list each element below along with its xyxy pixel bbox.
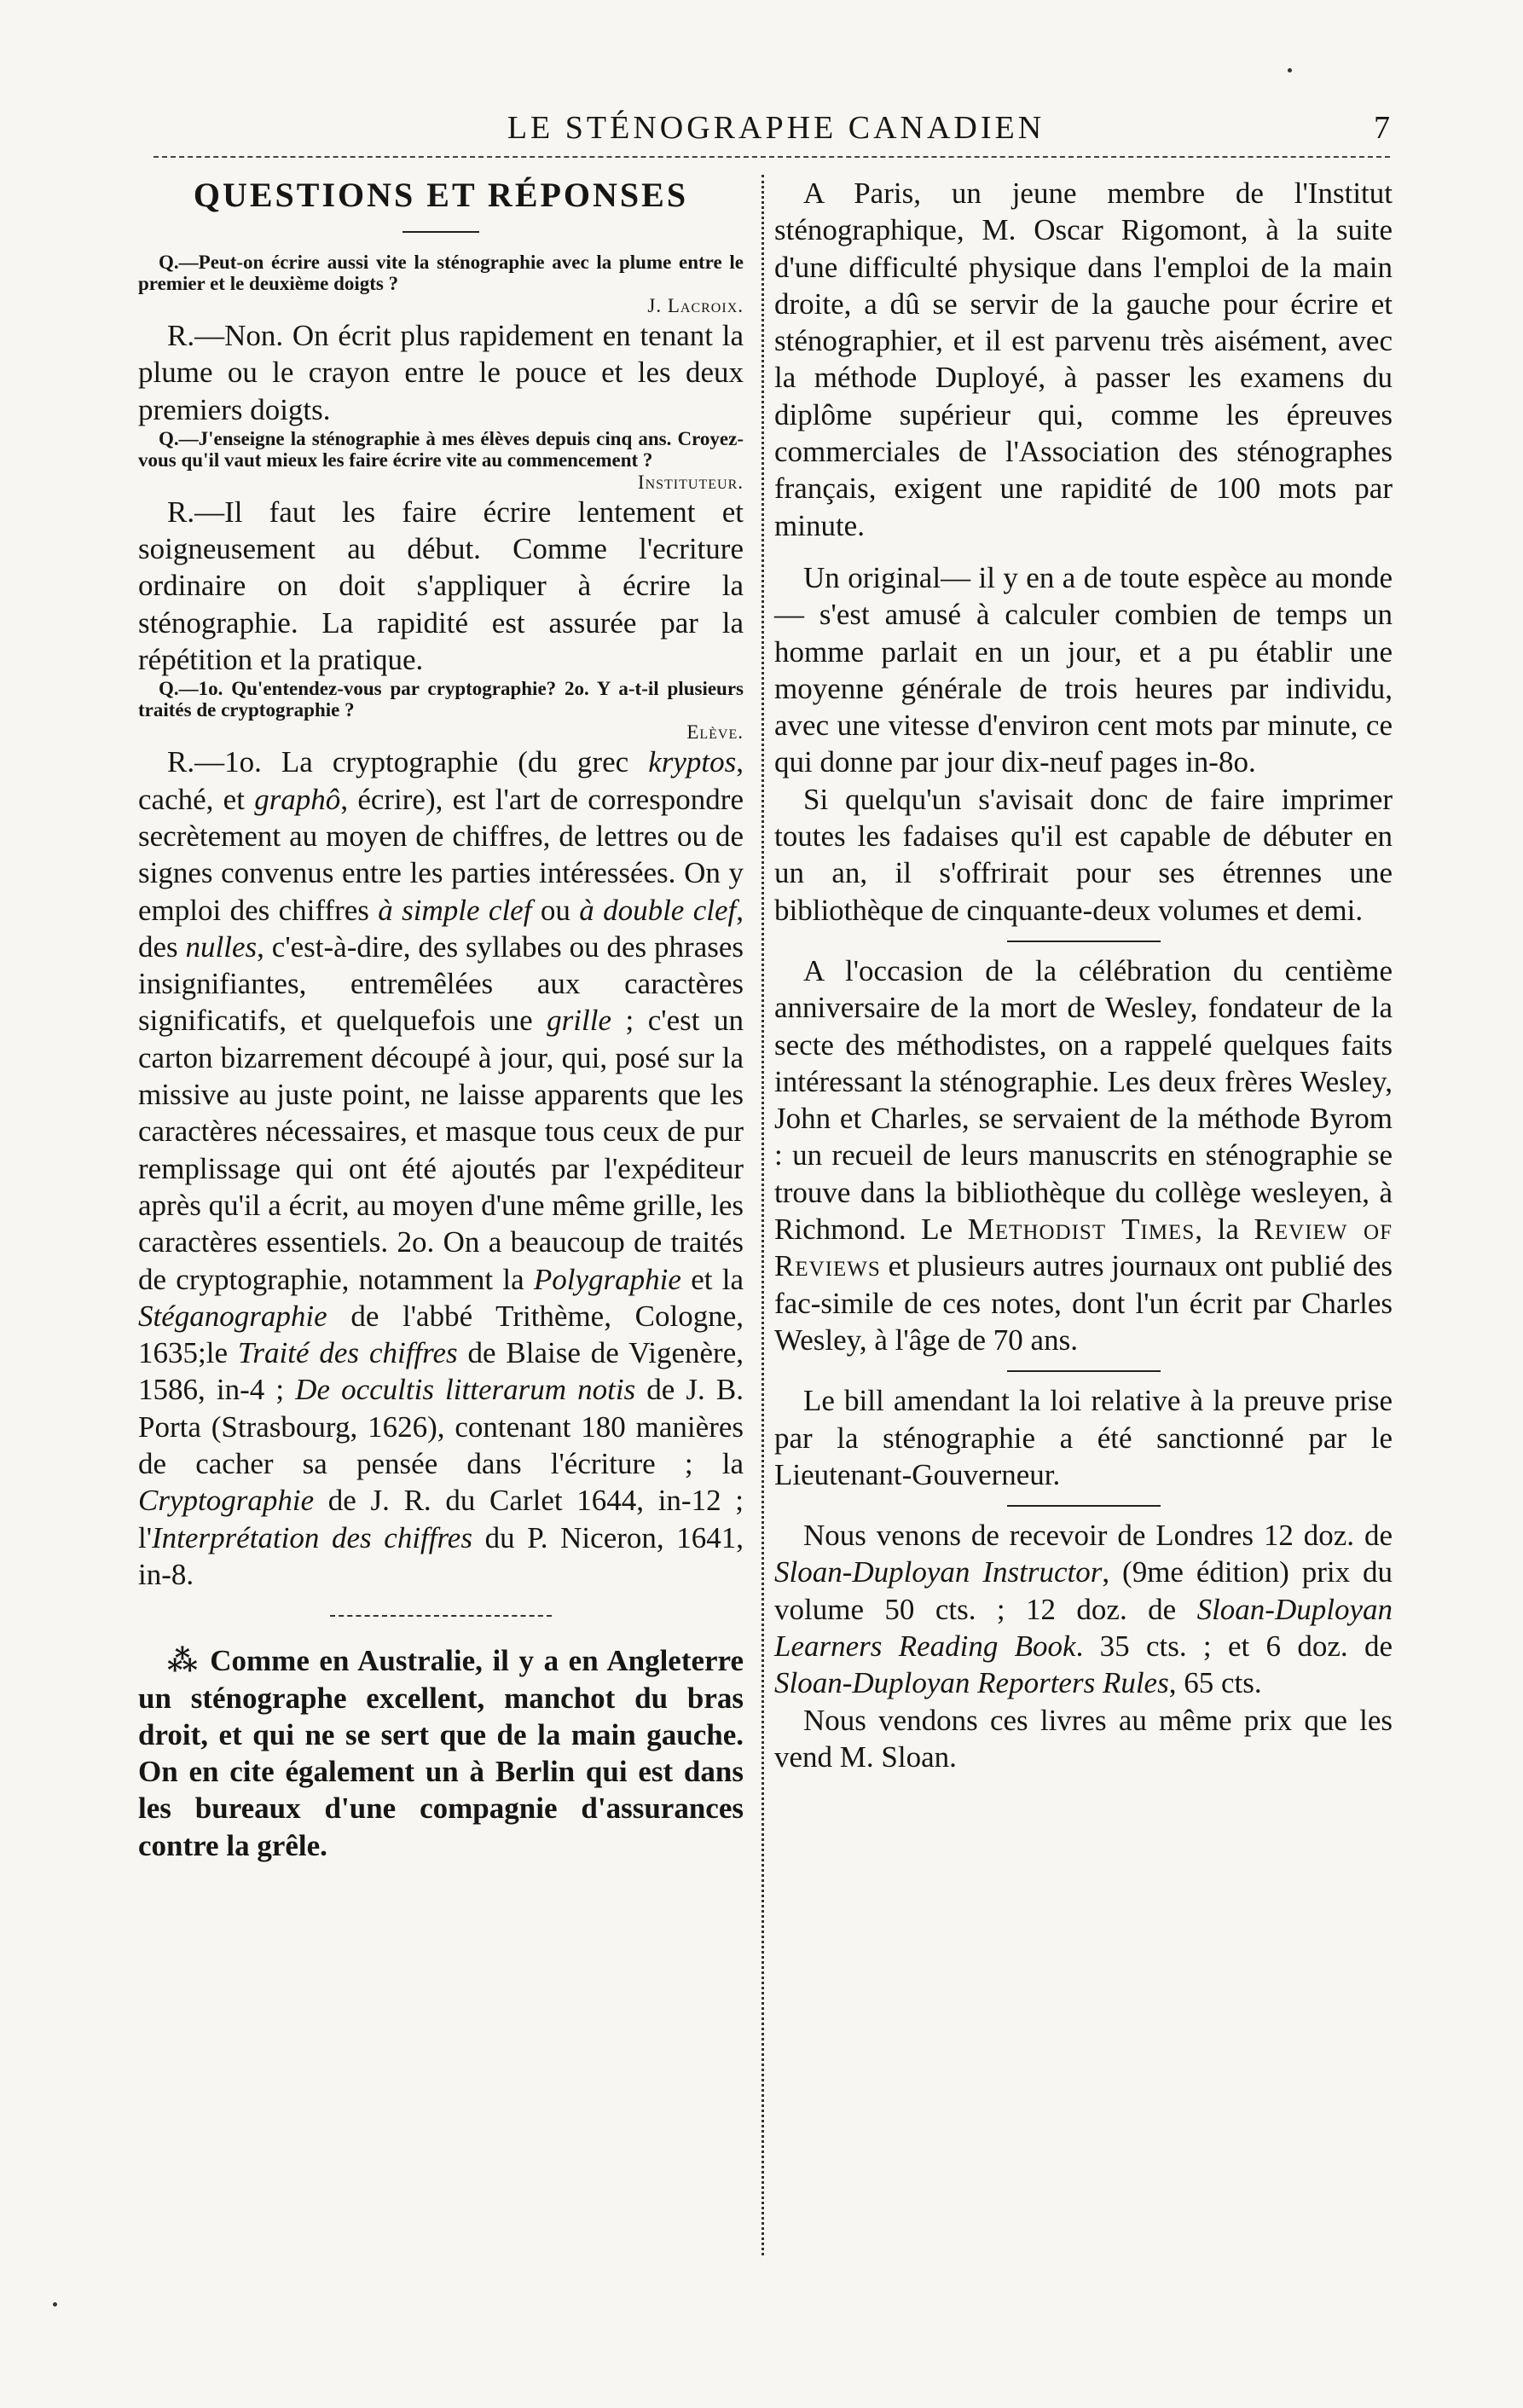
books-received-paragraph: Nous venons de recevoir de Londres 12 doz. de Sloan-Duployan Instructor, (9me édition) prix du volume 50 cts. ; 12 doz. de Sloan-Duployan Learners Reading Book. 35 cts. ; et 6 doz. de Sloan-Duployan Reporters Rules, 65 cts. <box>774 1519 1393 1700</box>
wesley-paragraph: A l'occasion de la célébration du centième anniversaire de la mort de Wesley, fondateur de la secte des méthodistes, on a rappelé quelques faits intéressant la sténographie. Les deux frères Wesley, John et Charles, se servaient de la méthode Byrom : un recueil de leurs manuscrits en sténographie se trouve dans la bibliothèque du collège wesleyen, à Richmond. Le Methodist Times, la Review of Reviews et plusieurs autres journaux ont publié des fac-simile de ces notes, dont l'un écrit par Charles Wesley, à l'âge de 70 ans. <box>774 953 1393 1357</box>
signature-3: Elève. <box>686 721 744 744</box>
question-3: Q.—1o. Qu'entendez-vous par cryptographie? 2o. Y a-t-il plusieurs traités de cryptographie ? <box>138 678 744 721</box>
running-header <box>153 109 1390 152</box>
column-divider <box>762 175 764 2255</box>
left-column <box>138 175 744 1864</box>
separator-rule-1 <box>1007 941 1161 942</box>
original-paragraph: Un original— il y en a de toute espèce au monde— s'est amusé à calculer combien de temps un homme parlait en un jour, et a pu établir une moyenne générale de trois heures par individu, avec une vitesse d'environ cent mots par minute, ce qui donne par jour dix-neuf pages in-8o. <box>774 560 1393 779</box>
answer-2: R.—Il faut les faire écrire lentement et soigneusement au début. Comme l'ecriture ordinaire on doit s'appliquer à écrire la sténographie. La rapidité est assurée par la répétition et la pratique. <box>138 495 744 677</box>
answer-3: R.—1o. La cryptographie (du grec kryptos, caché, et graphô, écrire), est l'art de correspondre secrètement au moyen de chiffres, de lettres ou de signes convenus entre les parties intéressées. On y emploi des chiffres à simple clef ou à double clef, des nulles, c'est-à-dire, des syllabes ou des phrases insignifiantes, entremêlées aux caractères significatifs, et quelquefois une grille ; c'est un carton bizarrement découpé à jour, qui, posé sur la missive au juste point, ne laisse apparents que les caractères nécessaires, et masque tous ceux de pur remplissage qui ont été ajoutés par l'expéditeur après qu'il a écrit, au moyen d'une même grille, les caractères essentiels. 2o. On a beaucoup de traités de cryptographie, notamment la Polygraphie et la Stéganographie de l'abbé Trithème, Cologne, 1635;le Traité des chiffres de Blaise de Vigenère, 1586, in-4 ; De occultis litterarum notis de J. B. Porta (Strasbourg, 1626), contenant 180 manières de cacher sa pensée dans l'écriture ; la Cryptographie de J. R. du Carlet 1644, in-12 ; l'Interprétation des chiffres du P. Niceron, 1641, in-8. <box>138 745 744 1591</box>
section-heading: QUESTIONS ET RÉPONSES <box>193 176 689 214</box>
journal-title: LE STÉNOGRAPHE CANADIEN <box>507 110 1045 146</box>
separator-rule-3 <box>1007 1505 1161 1507</box>
page-number: 7 <box>1374 110 1390 146</box>
section-separator <box>330 1615 552 1617</box>
stray-mark <box>1288 68 1292 72</box>
question-1: Q.—Peut-on écrire aussi vite la sténographie avec la plume entre le premier et le deuxième doigts ? <box>138 252 744 294</box>
separator-rule-2 <box>1007 1370 1161 1372</box>
books-price-paragraph: Nous vendons ces livres au même prix que les vend M. Sloan. <box>774 1703 1393 1774</box>
signature-2: Instituteur. <box>637 471 744 493</box>
fadaises-paragraph: Si quelqu'un s'avisait donc de faire imprimer toutes les fadaises qu'il est capable de débuter en un an, il s'offrirait pour ses étrennes une bibliothèque de cinquante-deux volumes et demi. <box>774 782 1393 927</box>
australia-paragraph: ⁂ Comme en Australie, il y a en Angleterre un sténographe excellent, manchot du bras droit, et qui ne se sert que de la main gauche. On en cite également un à Berlin qui est dans les bureaux d'une compagnie d'assurances contre la grêle. <box>138 1644 744 1862</box>
header-rule <box>153 156 1390 158</box>
right-column <box>774 175 1393 1775</box>
paris-paragraph: A Paris, un jeune membre de l'Institut sténographique, M. Oscar Rigomont, à la suite d'une difficulté physique dans l'emploi de la main droite, a dû se servir de la gauche pour écrire et sténographier, et il est parvenu très aisément, avec la méthode Duployé, à passer les examens du diplôme supérieur qui, comme les épreuves commerciales de l'Association des sténographes français, exigent une rapidité de 100 mots par minute. <box>774 177 1393 542</box>
stray-mark <box>53 2302 57 2307</box>
signature-1: J. Lacroix. <box>647 295 744 316</box>
question-2: Q.—J'enseigne la sténographie à mes élèves depuis cinq ans. Croyez-vous qu'il vaut mieux les faire écrire vite au commencement ? <box>138 427 744 471</box>
bill-paragraph: Le bill amendant la loi relative à la preuve prise par la sténographie a été sanctionné par le Lieutenant-Gouverneur. <box>774 1384 1393 1491</box>
heading-rule <box>402 231 479 233</box>
answer-1: R.—Non. On écrit plus rapidement en tenant la plume ou le crayon entre le pouce et les deux premiers doigts. <box>138 319 744 426</box>
